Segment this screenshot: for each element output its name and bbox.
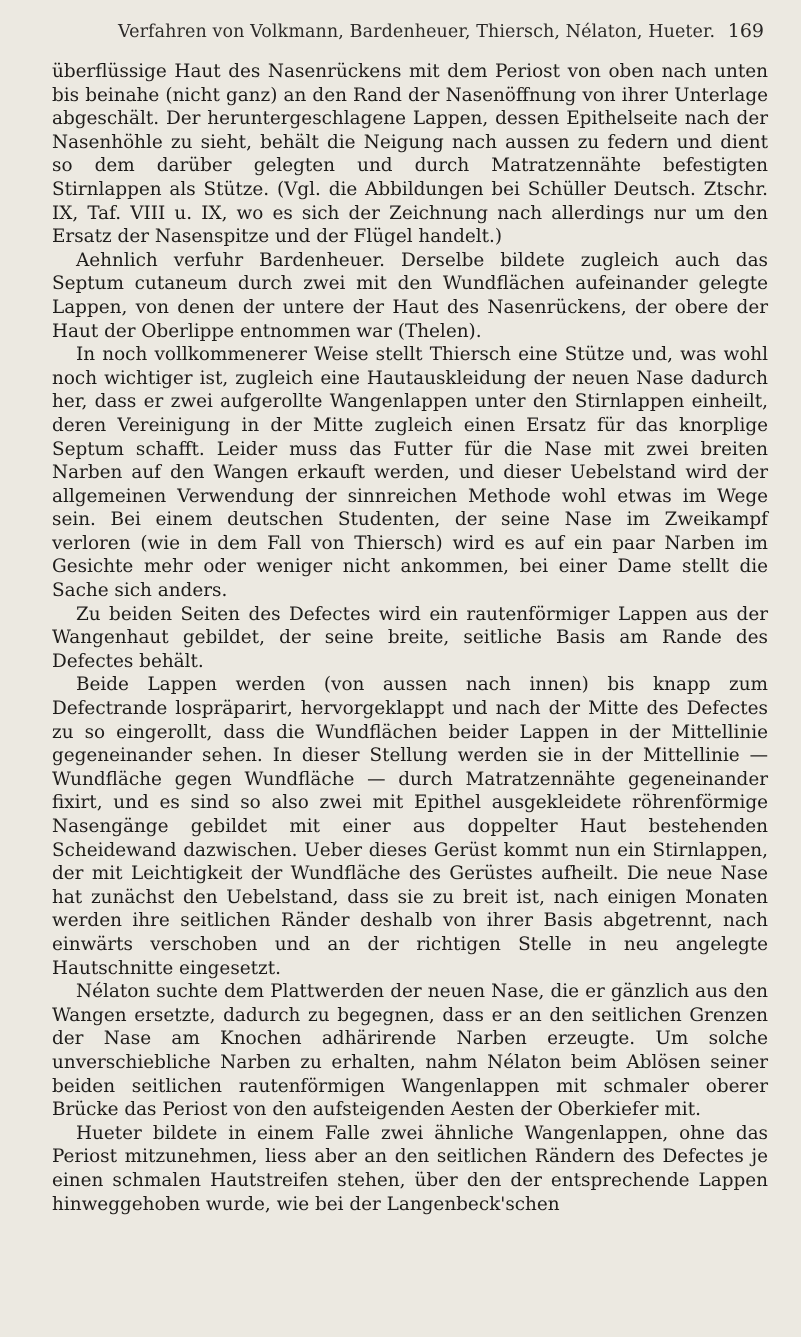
- paragraph: In noch vollkommenerer Weise stellt Thiersch eine Stütze und, was wohl noch wichtiger ist, zugleich eine Hautauskleidung der neuen Nase dadurch her, dass er zwei aufgerollte Wangenlappen unter den Stirnlappen einheilt, deren Vereinigung in der Mitte zugleich einen Ersatz für das knorplige Septum schafft. Leider muss das Futter für die Nase mit zwei breiten Narben auf den Wangen erkauft werden, und dieser Uebelstand wird der allgemeinen Verwendung der sinnreichen Methode wohl etwas im Wege sein. Bei einem deutschen Studenten, der seine Nase im Zweikampf verloren (wie in dem Fall von Thiersch) wird es auf ein paar Narben im Gesichte mehr oder weniger nicht ankommen, bei einer Dame stellt die Sache sich anders.: [52, 344, 768, 602]
- book-page: [52, 16, 768, 1216]
- paragraph: Zu beiden Seiten des Defectes wird ein rautenförmiger Lappen aus der Wangenhaut gebildet, der seine breite, seitliche Basis am Rande des Defectes behält.: [52, 603, 768, 672]
- paragraph: Hueter bildete in einem Falle zwei ähnliche Wangenlappen, ohne das Periost mitzunehmen, liess aber an den seitlichen Rändern des Defectes je einen schmalen Hautstreifen stehen, über den der entsprechende Lappen hinweggehoben wurde, wie bei der Langenbeck'schen: [52, 1122, 768, 1215]
- paragraph: Nélaton suchte dem Plattwerden der neuen Nase, die er gänzlich aus den Wangen ersetzte, dadurch zu begegnen, dass er an den seitlichen Grenzen der Nase am Knochen adhärirende Narben erzeugte. Um solche unverschiebliche Narben zu erhalten, nahm Nélaton beim Ablösen seiner beiden seitlichen rautenförmigen Wangenlappen mit schmaler oberer Brücke das Periost von den aufsteigenden Aesten der Oberkiefer mit.: [52, 981, 768, 1121]
- paragraph: Beide Lappen werden (von aussen nach innen) bis knapp zum Defectrande lospräparirt, hervorgeklappt und nach der Mitte des Defectes zu so eingerollt, dass die Wundflächen beider Lappen in der Mittellinie gegeneinander sehen. In dieser Stellung werden sie in der Mittellinie — Wundfläche gegen Wundfläche — durch Matratzennähte gegeneinander fixirt, und es sind so also zwei mit Epithel ausgekleidete röhrenförmige Nasengänge gebildet mit einer aus doppelter Haut bestehenden Scheidewand dazwischen. Ueber dieses Gerüst kommt nun ein Stirnlappen, der mit Leichtigkeit der Wundfläche des Gerüstes aufheilt. Die neue Nase hat zunächst den Uebelstand, dass sie zu breit ist, nach einigen Monaten werden ihre seitlichen Ränder deshalb von ihrer Basis abgetrennt, nach einwärts verschoben und an der richtigen Stelle in neu angelegte Hautschnitte eingesetzt.: [52, 674, 768, 979]
- running-title: Verfahren von Volkmann, Bardenheuer, Thiersch, Nélaton, Hueter.: [118, 22, 716, 42]
- page-number: 169: [727, 20, 764, 42]
- body-text: [52, 60, 768, 1216]
- paragraph: überflüssige Haut des Nasenrückens mit dem Periost von oben nach unten bis beinahe (nicht ganz) an den Rand der Nasenöffnung von ihrer Unterlage abgeschält. Der heruntergeschlagene Lappen, dessen Epithelseite nach der Nasenhöhle zu sieht, behält die Neigung nach aussen zu federn und dient so dem darüber gelegten und durch Matratzennähte befestigten Stirnlappen als Stütze. (Vgl. die Abbildungen bei Schüller Deutsch. Ztschr. IX, Taf. VIII u. IX, wo es sich der Zeichnung nach allerdings nur um den Ersatz der Nasenspitze und der Flügel handelt.): [52, 61, 768, 248]
- paragraph: Aehnlich verfuhr Bardenheuer. Derselbe bildete zugleich auch das Septum cutaneum durch zwei mit den Wundflächen aufeinander gelegte Lappen, von denen der untere der Haut des Nasenrückens, der obere der Haut der Oberlippe entnommen war (Thelen).: [52, 249, 768, 342]
- running-header: [52, 16, 768, 56]
